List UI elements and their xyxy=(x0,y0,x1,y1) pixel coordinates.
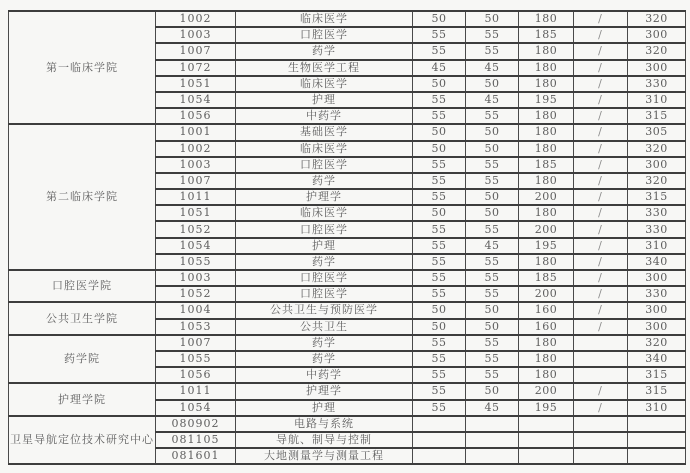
score2-cell: 50 xyxy=(466,319,519,335)
total-cell: 320 xyxy=(628,335,686,351)
score2-cell: 55 xyxy=(466,286,519,302)
score2-cell: 50 xyxy=(466,383,519,399)
total-cell: 315 xyxy=(628,108,686,124)
major-cell: 口腔医学 xyxy=(236,286,413,302)
college-cell: 药学院 xyxy=(9,335,156,384)
score3-cell: 180 xyxy=(519,173,574,189)
score2-cell: 55 xyxy=(466,221,519,237)
slash-cell: / xyxy=(574,286,628,302)
total-cell: 300 xyxy=(628,270,686,286)
score3-cell: 160 xyxy=(519,302,574,318)
score3-cell: 180 xyxy=(519,205,574,221)
college-cell: 护理学院 xyxy=(9,383,156,415)
major-cell: 电路与系统 xyxy=(236,416,413,432)
major-cell: 大地测量学与测量工程 xyxy=(236,448,413,464)
major-cell: 导航、制导与控制 xyxy=(236,432,413,448)
score3-cell: 180 xyxy=(519,335,574,351)
code-cell: 1054 xyxy=(156,400,236,416)
college-cell: 口腔医学院 xyxy=(9,270,156,302)
score3-cell: 200 xyxy=(519,383,574,399)
total-cell: 315 xyxy=(628,189,686,205)
total-cell: 320 xyxy=(628,173,686,189)
scanned-document xyxy=(8,10,686,465)
score3-cell: 180 xyxy=(519,11,574,27)
score3-cell: 180 xyxy=(519,60,574,76)
slash-cell: / xyxy=(574,173,628,189)
total-cell: 300 xyxy=(628,157,686,173)
table-row xyxy=(9,335,686,351)
score1-cell: 50 xyxy=(413,205,466,221)
score1-cell xyxy=(413,448,466,464)
college-cell: 卫星导航定位技术研究中心 xyxy=(9,416,156,465)
slash-cell: / xyxy=(574,383,628,399)
college-cell: 公共卫生学院 xyxy=(9,302,156,334)
score2-cell: 55 xyxy=(466,367,519,383)
code-cell: 1055 xyxy=(156,351,236,367)
major-cell: 药学 xyxy=(236,254,413,270)
score3-cell: 200 xyxy=(519,221,574,237)
code-cell: 1004 xyxy=(156,302,236,318)
college-cell: 第一临床学院 xyxy=(9,11,156,124)
score3-cell: 200 xyxy=(519,189,574,205)
slash-cell: / xyxy=(574,319,628,335)
score3-cell: 180 xyxy=(519,108,574,124)
major-cell: 中药学 xyxy=(236,367,413,383)
total-cell: 330 xyxy=(628,286,686,302)
score3-cell xyxy=(519,448,574,464)
slash-cell: / xyxy=(574,189,628,205)
major-cell: 药学 xyxy=(236,351,413,367)
total-cell: 330 xyxy=(628,221,686,237)
major-cell: 护理学 xyxy=(236,383,413,399)
slash-cell: / xyxy=(574,157,628,173)
code-cell: 1072 xyxy=(156,60,236,76)
major-cell: 口腔医学 xyxy=(236,157,413,173)
total-cell: 300 xyxy=(628,60,686,76)
score2-cell xyxy=(466,448,519,464)
major-cell: 药学 xyxy=(236,173,413,189)
score1-cell: 55 xyxy=(413,92,466,108)
table-row xyxy=(9,416,686,432)
score2-cell: 50 xyxy=(466,11,519,27)
score1-cell: 55 xyxy=(413,43,466,59)
slash-cell xyxy=(574,367,628,383)
slash-cell: / xyxy=(574,141,628,157)
slash-cell xyxy=(574,335,628,351)
total-cell: 300 xyxy=(628,27,686,43)
total-cell: 320 xyxy=(628,141,686,157)
score3-cell: 180 xyxy=(519,254,574,270)
score1-cell: 55 xyxy=(413,351,466,367)
code-cell: 1052 xyxy=(156,221,236,237)
code-cell: 1007 xyxy=(156,173,236,189)
total-cell: 320 xyxy=(628,43,686,59)
major-cell: 公共卫生 xyxy=(236,319,413,335)
score1-cell: 55 xyxy=(413,254,466,270)
score1-cell: 45 xyxy=(413,60,466,76)
code-cell: 081105 xyxy=(156,432,236,448)
slash-cell: / xyxy=(574,27,628,43)
total-cell xyxy=(628,432,686,448)
score1-cell: 50 xyxy=(413,302,466,318)
major-cell: 生物医学工程 xyxy=(236,60,413,76)
slash-cell xyxy=(574,448,628,464)
major-cell: 临床医学 xyxy=(236,11,413,27)
slash-cell: / xyxy=(574,302,628,318)
major-cell: 药学 xyxy=(236,335,413,351)
slash-cell xyxy=(574,432,628,448)
table-row xyxy=(9,270,686,286)
major-cell: 口腔医学 xyxy=(236,27,413,43)
table-row xyxy=(9,302,686,318)
score3-cell: 195 xyxy=(519,92,574,108)
score2-cell: 50 xyxy=(466,141,519,157)
total-cell: 315 xyxy=(628,383,686,399)
total-cell: 300 xyxy=(628,302,686,318)
major-cell: 临床医学 xyxy=(236,205,413,221)
slash-cell: / xyxy=(574,108,628,124)
major-cell: 药学 xyxy=(236,43,413,59)
score2-cell: 55 xyxy=(466,108,519,124)
score3-cell: 180 xyxy=(519,367,574,383)
code-cell: 1002 xyxy=(156,11,236,27)
major-cell: 临床医学 xyxy=(236,76,413,92)
score1-cell: 55 xyxy=(413,173,466,189)
slash-cell: / xyxy=(574,60,628,76)
slash-cell: / xyxy=(574,124,628,140)
score2-cell: 50 xyxy=(466,76,519,92)
score3-cell: 195 xyxy=(519,238,574,254)
score3-cell: 185 xyxy=(519,27,574,43)
code-cell: 1052 xyxy=(156,286,236,302)
score1-cell: 55 xyxy=(413,270,466,286)
code-cell: 1051 xyxy=(156,76,236,92)
slash-cell: / xyxy=(574,76,628,92)
score3-cell: 180 xyxy=(519,76,574,92)
code-cell: 081601 xyxy=(156,448,236,464)
code-cell: 1053 xyxy=(156,319,236,335)
score2-cell xyxy=(466,416,519,432)
score1-cell: 55 xyxy=(413,286,466,302)
slash-cell xyxy=(574,351,628,367)
code-cell: 1054 xyxy=(156,92,236,108)
score1-cell: 55 xyxy=(413,221,466,237)
slash-cell: / xyxy=(574,254,628,270)
major-cell: 护理学 xyxy=(236,189,413,205)
code-cell: 080902 xyxy=(156,416,236,432)
total-cell: 330 xyxy=(628,205,686,221)
score3-cell: 160 xyxy=(519,319,574,335)
total-cell: 330 xyxy=(628,76,686,92)
total-cell: 320 xyxy=(628,11,686,27)
score3-cell: 180 xyxy=(519,351,574,367)
total-cell: 300 xyxy=(628,319,686,335)
slash-cell: / xyxy=(574,11,628,27)
score2-cell xyxy=(466,432,519,448)
score3-cell xyxy=(519,432,574,448)
score2-cell: 50 xyxy=(466,189,519,205)
score1-cell: 55 xyxy=(413,157,466,173)
score1-cell: 55 xyxy=(413,108,466,124)
score1-cell: 55 xyxy=(413,335,466,351)
score3-cell: 180 xyxy=(519,141,574,157)
score3-cell: 185 xyxy=(519,157,574,173)
total-cell: 340 xyxy=(628,351,686,367)
score1-cell: 55 xyxy=(413,367,466,383)
major-cell: 护理 xyxy=(236,400,413,416)
score1-cell: 55 xyxy=(413,27,466,43)
college-cell: 第二临床学院 xyxy=(9,124,156,270)
score2-cell: 45 xyxy=(466,92,519,108)
score1-cell xyxy=(413,432,466,448)
code-cell: 1011 xyxy=(156,383,236,399)
score1-cell: 50 xyxy=(413,141,466,157)
code-cell: 1007 xyxy=(156,335,236,351)
score1-cell: 55 xyxy=(413,189,466,205)
score2-cell: 45 xyxy=(466,60,519,76)
admission-score-table xyxy=(8,10,686,465)
slash-cell: / xyxy=(574,92,628,108)
score2-cell: 45 xyxy=(466,238,519,254)
score2-cell: 50 xyxy=(466,205,519,221)
code-cell: 1007 xyxy=(156,43,236,59)
score2-cell: 55 xyxy=(466,27,519,43)
code-cell: 1054 xyxy=(156,238,236,254)
total-cell: 340 xyxy=(628,254,686,270)
score2-cell: 55 xyxy=(466,173,519,189)
score1-cell xyxy=(413,416,466,432)
major-cell: 公共卫生与预防医学 xyxy=(236,302,413,318)
score2-cell: 55 xyxy=(466,157,519,173)
major-cell: 基础医学 xyxy=(236,124,413,140)
slash-cell: / xyxy=(574,43,628,59)
total-cell: 315 xyxy=(628,367,686,383)
code-cell: 1001 xyxy=(156,124,236,140)
score3-cell: 180 xyxy=(519,124,574,140)
score3-cell xyxy=(519,416,574,432)
table-row xyxy=(9,124,686,140)
total-cell: 310 xyxy=(628,92,686,108)
slash-cell: / xyxy=(574,270,628,286)
slash-cell xyxy=(574,416,628,432)
slash-cell: / xyxy=(574,400,628,416)
table-row xyxy=(9,11,686,27)
code-cell: 1003 xyxy=(156,27,236,43)
score2-cell: 55 xyxy=(466,351,519,367)
major-cell: 护理 xyxy=(236,92,413,108)
total-cell xyxy=(628,416,686,432)
total-cell: 310 xyxy=(628,400,686,416)
code-cell: 1055 xyxy=(156,254,236,270)
major-cell: 中药学 xyxy=(236,108,413,124)
code-cell: 1051 xyxy=(156,205,236,221)
score3-cell: 185 xyxy=(519,270,574,286)
score2-cell: 45 xyxy=(466,400,519,416)
table-body xyxy=(9,11,686,464)
code-cell: 1002 xyxy=(156,141,236,157)
code-cell: 1003 xyxy=(156,157,236,173)
score3-cell: 180 xyxy=(519,43,574,59)
score1-cell: 50 xyxy=(413,124,466,140)
score2-cell: 50 xyxy=(466,302,519,318)
code-cell: 1056 xyxy=(156,367,236,383)
score1-cell: 55 xyxy=(413,383,466,399)
table-row xyxy=(9,383,686,399)
code-cell: 1003 xyxy=(156,270,236,286)
major-cell: 护理 xyxy=(236,238,413,254)
score2-cell: 55 xyxy=(466,335,519,351)
total-cell: 305 xyxy=(628,124,686,140)
major-cell: 口腔医学 xyxy=(236,221,413,237)
score2-cell: 55 xyxy=(466,270,519,286)
score1-cell: 55 xyxy=(413,238,466,254)
score2-cell: 50 xyxy=(466,124,519,140)
total-cell: 310 xyxy=(628,238,686,254)
score2-cell: 55 xyxy=(466,43,519,59)
score1-cell: 55 xyxy=(413,400,466,416)
score1-cell: 50 xyxy=(413,76,466,92)
major-cell: 口腔医学 xyxy=(236,270,413,286)
code-cell: 1011 xyxy=(156,189,236,205)
score2-cell: 55 xyxy=(466,254,519,270)
total-cell xyxy=(628,448,686,464)
score3-cell: 200 xyxy=(519,286,574,302)
major-cell: 临床医学 xyxy=(236,141,413,157)
score1-cell: 50 xyxy=(413,319,466,335)
slash-cell: / xyxy=(574,238,628,254)
slash-cell: / xyxy=(574,221,628,237)
code-cell: 1056 xyxy=(156,108,236,124)
score1-cell: 50 xyxy=(413,11,466,27)
slash-cell: / xyxy=(574,205,628,221)
score3-cell: 195 xyxy=(519,400,574,416)
